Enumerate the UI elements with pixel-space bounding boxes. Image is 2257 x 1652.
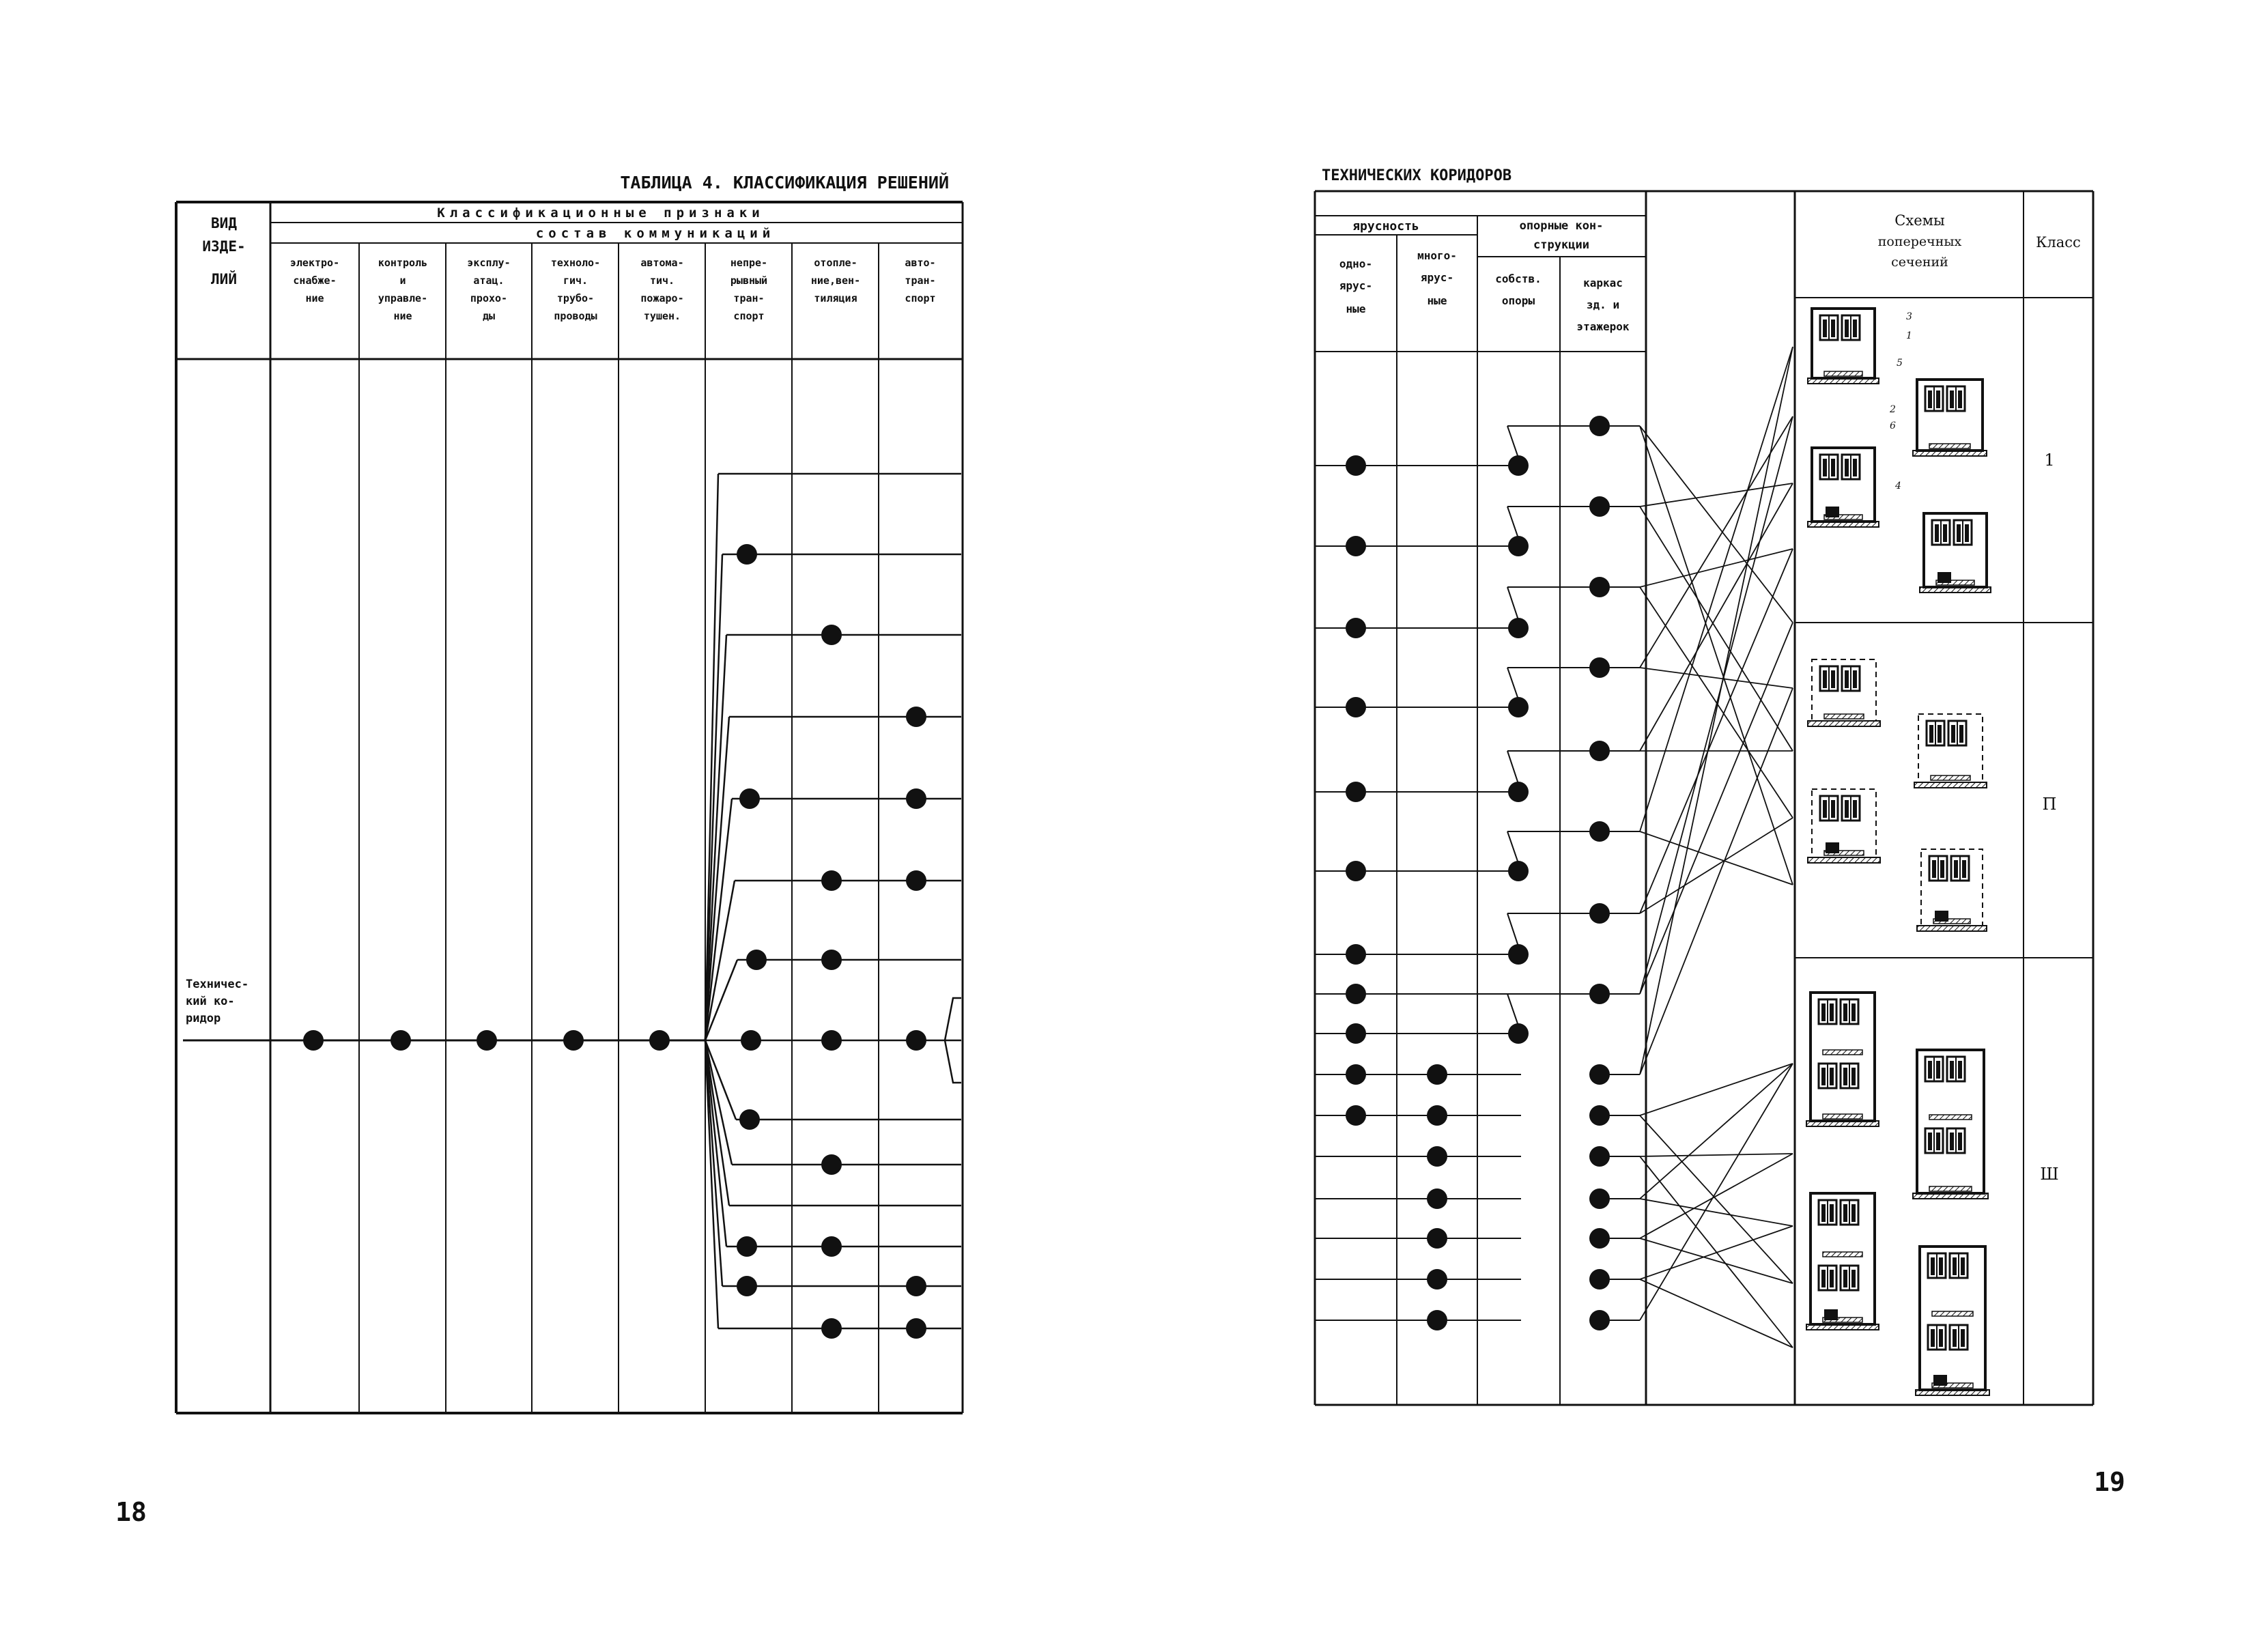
left-column-header-8-line-1: авто- <box>905 257 936 269</box>
own-support-dot-7 <box>1508 944 1529 965</box>
own-support-dot-6 <box>1508 861 1529 881</box>
tree-branch-12 <box>705 1040 961 1257</box>
own-support-dot-3 <box>1508 618 1529 638</box>
branch-dot-1 <box>739 1109 760 1130</box>
own-support-dot-2 <box>1508 536 1529 556</box>
window-fill <box>1954 860 1958 878</box>
window-fill <box>1953 1329 1957 1347</box>
right-column-header-3-line-1: собств. <box>1495 272 1542 285</box>
ground-hatch <box>1808 857 1880 863</box>
left-column-header-2-line-1: контроль <box>378 257 428 269</box>
group-header-tiers: ярусность <box>1352 219 1419 233</box>
window-fill <box>1830 1204 1834 1222</box>
tree-branch-10 <box>705 1040 961 1175</box>
right-column-header-4-line-2: зд. и <box>1586 298 1620 311</box>
single-tier-dot-2 <box>1346 536 1366 556</box>
window-fill <box>1953 1257 1957 1275</box>
single-tier-dot-1 <box>1346 455 1366 476</box>
left-column-header-4-line-3: трубо- <box>556 292 595 304</box>
branch-dot-1 <box>746 950 767 970</box>
scheme-link-14 <box>1640 818 1793 913</box>
multi-tier-dot-4 <box>1427 1188 1447 1209</box>
window-fill <box>1961 1257 1965 1275</box>
left-table-grid <box>176 202 963 1413</box>
window-fill <box>1935 524 1939 542</box>
window-fill <box>1851 1068 1856 1085</box>
branch-dot-1 <box>737 1276 757 1296</box>
window-fill <box>1928 390 1932 408</box>
window-fill <box>1845 670 1849 688</box>
single-tier-dot-6 <box>1346 861 1366 881</box>
scheme-link-24 <box>1640 1064 1793 1199</box>
window-fill <box>1936 1133 1940 1150</box>
multi-tier-dot-7 <box>1427 1310 1447 1330</box>
window-fill <box>1939 1329 1943 1347</box>
right-column-header-3-line-2: опоры <box>1501 294 1535 307</box>
single-tier-dot-3 <box>1346 618 1366 638</box>
class-label-2: П <box>2042 795 2057 814</box>
left-column-header-1-line-1: электро- <box>289 257 340 269</box>
left-column-header-5-line-1: автома- <box>640 257 684 269</box>
scheme-block <box>1806 1193 1879 1330</box>
window-fill <box>1821 1204 1826 1222</box>
callout-2: 2 <box>1890 404 1896 415</box>
ground-hatch <box>1808 721 1880 726</box>
right-column-header-2-line-3: ные <box>1427 294 1447 307</box>
window-fill <box>1821 1068 1826 1085</box>
right-column-headers <box>1339 249 1630 333</box>
ground-hatch <box>1917 926 1987 931</box>
left-column-header-4-line-4: проводы <box>554 310 597 322</box>
class-header: Класс <box>2036 234 2081 251</box>
callout-3: 3 <box>1906 311 1912 322</box>
multi-tier-dot-1 <box>1427 1064 1447 1085</box>
scheme-link-11 <box>1640 347 1793 831</box>
window-fill <box>1958 1133 1962 1150</box>
cable-tray <box>1824 714 1864 719</box>
multi-tier-dot-2 <box>1427 1105 1447 1126</box>
ground-hatch <box>1808 522 1879 527</box>
window-fill <box>1959 725 1963 743</box>
class-label-3: Ш <box>2040 1165 2059 1184</box>
left-column-header-5-line-4: тушен. <box>643 310 681 322</box>
window-fill <box>1843 1003 1847 1021</box>
callout-5: 5 <box>1897 358 1903 369</box>
single-tier-dot-8 <box>1346 984 1366 1004</box>
product-type-header-3: ЛИЙ <box>211 271 237 287</box>
main-branch-dot-3 <box>477 1030 497 1051</box>
branch-dot-2 <box>821 950 842 970</box>
group-header-classification: Классификационные признаки <box>437 205 765 220</box>
left-column-header-6-line-1: непре- <box>730 257 768 269</box>
window-fill <box>1853 459 1857 476</box>
product-type-header-1: ВИД <box>211 215 237 231</box>
window-fill <box>1831 459 1835 476</box>
left-column-header-7-line-1: отопле- <box>814 257 857 269</box>
branch-dot-1 <box>821 1154 842 1175</box>
row-label-line-3: ридор <box>186 1012 221 1025</box>
main-branch-dot-5 <box>649 1030 670 1051</box>
group-header-supports-2: струкции <box>1533 238 1589 252</box>
window-fill <box>1845 459 1849 476</box>
window-fill <box>1821 1270 1826 1287</box>
tree-branch-5 <box>705 788 961 1040</box>
branch-dot-1 <box>821 625 842 645</box>
window-fill <box>1936 1061 1940 1079</box>
window-fill <box>1950 1061 1954 1079</box>
window-fill <box>1936 390 1940 408</box>
own-support-dot-4 <box>1508 697 1529 717</box>
window-fill <box>1928 1133 1932 1150</box>
window-fill <box>1830 1003 1834 1021</box>
cable-tray <box>1823 1050 1862 1055</box>
branch-dot-3 <box>906 1030 926 1051</box>
right-column-header-2-line-1: много- <box>1417 249 1457 262</box>
scheme-connection-lines <box>1640 347 1793 1348</box>
cable-tray <box>1932 1311 1973 1316</box>
scheme-block <box>1914 714 1987 788</box>
right-table-title: ТЕХНИЧЕСКИХ КОРИДОРОВ <box>1322 167 1512 184</box>
window-fill <box>1823 459 1827 476</box>
window-fill <box>1928 1061 1932 1079</box>
scheme-block <box>1808 448 1879 527</box>
cross-section-schemes <box>1806 309 1991 1395</box>
window-fill <box>1830 1270 1834 1287</box>
scheme-link-20 <box>1640 1115 1793 1283</box>
schemes-header-2: поперечных <box>1877 234 1962 249</box>
left-column-header-4-line-1: техноло- <box>550 257 601 269</box>
left-column-header-7-line-2: ние,вен- <box>810 274 861 287</box>
scheme-block <box>1913 380 1987 456</box>
window-fill <box>1843 1270 1847 1287</box>
window-fill <box>1853 800 1857 818</box>
branch-dot-1 <box>737 1236 757 1257</box>
cable-tray <box>1931 775 1970 780</box>
single-tier-dot-5 <box>1346 782 1366 802</box>
multi-tier-dot-3 <box>1427 1146 1447 1167</box>
branch-dot-2 <box>821 1030 842 1051</box>
window-fill <box>1831 319 1835 337</box>
window-fill <box>1965 524 1969 542</box>
window-fill <box>1958 1061 1962 1079</box>
scheme-link-27 <box>1640 1279 1793 1348</box>
cable-tray <box>1823 1252 1862 1257</box>
branch-dot-2 <box>906 1276 926 1296</box>
window-fill <box>1937 725 1942 743</box>
left-column-header-1-line-3: ние <box>305 292 324 304</box>
right-column-header-2-line-2: ярус- <box>1420 271 1454 284</box>
scheme-link-17 <box>1640 688 1793 1074</box>
scheme-block <box>1920 513 1991 593</box>
scheme-block <box>1808 789 1880 863</box>
window-fill <box>1957 524 1961 542</box>
branch-dot-2 <box>906 870 926 891</box>
window-fill <box>1821 1003 1826 1021</box>
window-fill <box>1939 1257 1943 1275</box>
window-fill <box>1851 1204 1856 1222</box>
window-fill <box>1929 725 1933 743</box>
window-fill <box>1845 800 1849 818</box>
window-fill <box>1851 1003 1856 1021</box>
scheme-link-23 <box>1640 1199 1793 1226</box>
scheme-block <box>1917 849 1987 931</box>
row-label-line-2: кий ко- <box>186 995 235 1008</box>
transport-cart <box>1937 572 1951 583</box>
left-column-headers <box>290 257 936 322</box>
left-column-header-6-line-3: тран- <box>733 292 765 304</box>
left-page <box>115 173 963 1527</box>
scheme-link-25 <box>1640 1238 1793 1283</box>
scheme-block <box>1808 659 1880 726</box>
branch-dot-2 <box>821 1236 842 1257</box>
left-column-header-4-line-2: гич. <box>563 274 588 287</box>
right-page <box>1315 167 2125 1497</box>
window-fill <box>1931 1329 1935 1347</box>
group-header-supports-1: опорные кон- <box>1519 219 1604 233</box>
left-column-header-3-line-3: прохо- <box>470 292 508 304</box>
ground-hatch <box>1806 1324 1879 1330</box>
own-support-dot-1 <box>1508 455 1529 476</box>
window-fill <box>1851 1270 1856 1287</box>
left-column-header-2-line-4: ние <box>393 310 412 322</box>
subgroup-header-composition: состав коммуникаций <box>535 226 776 241</box>
class-label-1: 1 <box>2044 451 2055 470</box>
ground-hatch <box>1913 1193 1988 1199</box>
left-column-header-6-line-4: спорт <box>733 310 765 322</box>
right-column-header-4-line-1: каркас <box>1583 276 1623 289</box>
window-fill <box>1958 390 1962 408</box>
single-tier-dot-10 <box>1346 1064 1366 1085</box>
right-column-header-1-line-2: ярус- <box>1339 279 1373 292</box>
main-branch-dot-1 <box>303 1030 324 1051</box>
branch-dot-1 <box>737 544 757 565</box>
window-fill <box>1830 1068 1834 1085</box>
left-column-header-6-line-2: рывный <box>730 274 768 287</box>
single-tier-dot-4 <box>1346 697 1366 717</box>
left-column-header-1-line-2: снабже- <box>293 274 337 287</box>
multi-tier-dot-6 <box>1427 1269 1447 1290</box>
branch-dot-1 <box>906 707 926 727</box>
row-label-line-1: Техничес- <box>186 978 249 991</box>
window-fill <box>1843 1204 1847 1222</box>
ground-hatch <box>1806 1121 1879 1126</box>
window-fill <box>1823 800 1827 818</box>
scheme-block <box>1913 1050 1988 1199</box>
window-fill <box>1932 860 1936 878</box>
schemes-header-3: сечений <box>1891 255 1948 270</box>
ground-hatch <box>1920 587 1991 593</box>
transport-cart <box>1826 842 1839 853</box>
own-support-dot-5 <box>1508 782 1529 802</box>
scheme-link-21 <box>1640 1154 1793 1156</box>
scheme-callouts <box>1889 311 1912 492</box>
branch-diagonal <box>705 1040 726 1247</box>
window-fill <box>1961 1329 1965 1347</box>
cable-tray <box>1929 1186 1972 1191</box>
left-column-header-2-line-2: и <box>399 274 406 287</box>
cable-tray <box>1929 1115 1972 1120</box>
left-column-header-3-line-2: атац. <box>473 274 505 287</box>
window-fill <box>1950 1133 1954 1150</box>
window-fill <box>1831 800 1835 818</box>
right-column-header-4-line-3: этажерок <box>1576 320 1630 333</box>
window-fill <box>1823 319 1827 337</box>
branch-dot-1 <box>741 1030 761 1051</box>
window-fill <box>1943 524 1947 542</box>
left-column-header-5-line-2: тич. <box>649 274 675 287</box>
cable-tray <box>1929 444 1970 448</box>
left-page-number: 18 <box>115 1497 147 1527</box>
branch-dot-2 <box>906 1318 926 1339</box>
branch-dot-2 <box>906 788 926 809</box>
transport-cart <box>1826 507 1839 517</box>
tree-branch-3 <box>705 625 961 1040</box>
window-fill <box>1951 725 1955 743</box>
scheme-link-19 <box>1640 1064 1793 1115</box>
scheme-link-22 <box>1640 1156 1793 1348</box>
left-table-title: ТАБЛИЦА 4. КЛАССИФИКАЦИЯ РЕШЕНИЙ <box>620 173 949 193</box>
product-type-header-2: ИЗДЕ- <box>202 238 246 255</box>
window-fill <box>1931 1257 1935 1275</box>
left-column-header-2-line-3: управле- <box>378 292 428 304</box>
left-column-header-7-line-3: тиляция <box>814 292 857 304</box>
single-tier-dot-7 <box>1346 944 1366 965</box>
window-fill <box>1823 670 1827 688</box>
window-fill <box>1845 319 1849 337</box>
transport-cart <box>1824 1309 1838 1320</box>
schemes-header-1: Схемы <box>1894 212 1945 229</box>
window-fill <box>1843 1068 1847 1085</box>
ground-hatch <box>1913 451 1987 456</box>
tree-branch-7 <box>705 950 961 1040</box>
callout-4: 4 <box>1895 481 1901 492</box>
window-fill <box>1940 860 1944 878</box>
ground-hatch <box>1914 782 1987 788</box>
right-column-header-1-line-1: одно- <box>1339 257 1373 270</box>
window-fill <box>1831 670 1835 688</box>
scheme-link-28 <box>1640 1226 1793 1279</box>
left-column-header-3-line-1: эксплу- <box>467 257 511 269</box>
row-label-technical-corridor <box>186 978 249 1025</box>
own-support-dot-8 <box>1508 1023 1529 1044</box>
branch-dot-1 <box>821 870 842 891</box>
right-page-number: 19 <box>2094 1467 2125 1497</box>
main-branch-dot-2 <box>391 1030 411 1051</box>
left-column-header-5-line-3: пожаро- <box>640 292 684 304</box>
right-column-header-1-line-3: ные <box>1346 302 1366 315</box>
left-column-header-8-line-3: спорт <box>905 292 936 304</box>
callout-6: 6 <box>1890 421 1896 431</box>
tree-branch-8 <box>705 1030 961 1051</box>
window-fill <box>1962 860 1966 878</box>
tree-branch-9 <box>705 1040 961 1130</box>
right-table-grid <box>1315 191 2093 1405</box>
scheme-block <box>1808 309 1879 384</box>
transport-cart <box>1935 911 1948 922</box>
scheme-block <box>1806 993 1879 1126</box>
ground-hatch <box>1916 1390 1989 1395</box>
window-fill <box>1853 319 1857 337</box>
scheme-link-5 <box>1640 549 1793 587</box>
scheme-link-26 <box>1640 1154 1793 1238</box>
ground-hatch <box>1808 378 1879 384</box>
cable-tray <box>1824 371 1862 376</box>
scheme-link-29 <box>1640 1064 1793 1320</box>
single-tier-dot-9 <box>1346 1023 1366 1044</box>
branch-dot-1 <box>821 1318 842 1339</box>
left-column-header-8-line-2: тран- <box>905 274 936 287</box>
multi-tier-dot-5 <box>1427 1228 1447 1249</box>
window-fill <box>1853 670 1857 688</box>
window-fill <box>1950 390 1954 408</box>
main-branch-dot-4 <box>563 1030 584 1051</box>
scheme-block <box>1916 1247 1989 1395</box>
scheme-link-6 <box>1640 587 1793 818</box>
single-tier-dot-11 <box>1346 1105 1366 1126</box>
callout-1: 1 <box>1906 330 1912 341</box>
cable-tray <box>1823 1114 1862 1119</box>
transport-cart <box>1933 1375 1947 1386</box>
left-column-header-3-line-4: ды <box>482 310 496 322</box>
branch-dot-1 <box>739 788 760 809</box>
left-classification-tree <box>259 474 961 1339</box>
